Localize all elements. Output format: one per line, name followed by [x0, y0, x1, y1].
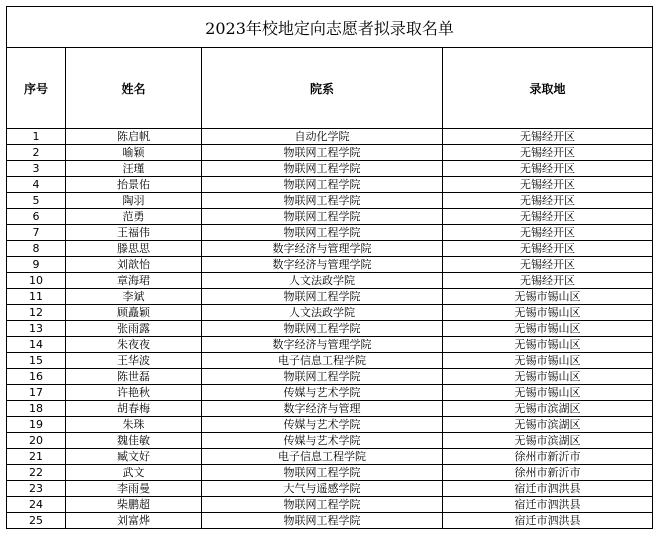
cell-index: 25: [7, 513, 66, 529]
cell-index: 24: [7, 497, 66, 513]
header-location: 录取地: [443, 48, 653, 129]
table-row: [7, 177, 653, 193]
cell-college: 数字经济与管理学院: [202, 257, 443, 273]
cell-index: 14: [7, 337, 66, 353]
cell-name: 刘富烨: [66, 513, 202, 529]
cell-location: 无锡市锡山区: [443, 353, 653, 369]
table-row: [7, 353, 653, 369]
cell-name: 柴鹏超: [66, 497, 202, 513]
cell-name: 陈启帆: [66, 129, 202, 145]
table-row: [7, 289, 653, 305]
table-row: [7, 417, 653, 433]
table-row: [7, 513, 653, 529]
table-row: [7, 305, 653, 321]
cell-location: 无锡经开区: [443, 161, 653, 177]
cell-name: 章海珺: [66, 273, 202, 289]
cell-college: 自动化学院: [202, 129, 443, 145]
cell-name: 滕思思: [66, 241, 202, 257]
table-row: [7, 145, 653, 161]
cell-college: 物联网工程学院: [202, 497, 443, 513]
cell-location: 无锡市锡山区: [443, 369, 653, 385]
cell-college: 传媒与艺术学院: [202, 433, 443, 449]
cell-location: 无锡经开区: [443, 273, 653, 289]
cell-college: 电子信息工程学院: [202, 353, 443, 369]
cell-name: 许艳秋: [66, 385, 202, 401]
cell-index: 19: [7, 417, 66, 433]
cell-index: 16: [7, 369, 66, 385]
table-row: [7, 401, 653, 417]
cell-location: 无锡市锡山区: [443, 321, 653, 337]
table-row: [7, 161, 653, 177]
table-row: [7, 273, 653, 289]
cell-college: 物联网工程学院: [202, 209, 443, 225]
cell-college: 数字经济与管理学院: [202, 337, 443, 353]
cell-name: 王福伟: [66, 225, 202, 241]
cell-location: 无锡市滨湖区: [443, 433, 653, 449]
table-row: [7, 497, 653, 513]
cell-name: 武文: [66, 465, 202, 481]
cell-name: 朱珠: [66, 417, 202, 433]
header-college: 院系: [202, 48, 443, 129]
table-row: [7, 241, 653, 257]
cell-index: 7: [7, 225, 66, 241]
cell-index: 10: [7, 273, 66, 289]
cell-name: 陈世磊: [66, 369, 202, 385]
cell-college: 传媒与艺术学院: [202, 385, 443, 401]
cell-location: 徐州市新沂市: [443, 449, 653, 465]
cell-college: 数字经济与管理: [202, 401, 443, 417]
table-row: [7, 337, 653, 353]
cell-college: 物联网工程学院: [202, 161, 443, 177]
cell-location: 宿迁市泗洪县: [443, 497, 653, 513]
cell-location: 无锡市滨湖区: [443, 401, 653, 417]
cell-index: 4: [7, 177, 66, 193]
cell-index: 23: [7, 481, 66, 497]
cell-college: 物联网工程学院: [202, 177, 443, 193]
cell-index: 2: [7, 145, 66, 161]
cell-location: 无锡经开区: [443, 193, 653, 209]
table-row: [7, 481, 653, 497]
cell-college: 物联网工程学院: [202, 465, 443, 481]
cell-name: 魏佳敏: [66, 433, 202, 449]
cell-college: 物联网工程学院: [202, 369, 443, 385]
cell-index: 11: [7, 289, 66, 305]
table-row: [7, 225, 653, 241]
cell-index: 8: [7, 241, 66, 257]
title-row: [7, 7, 653, 48]
cell-location: 无锡市锡山区: [443, 337, 653, 353]
cell-location: 宿迁市泗洪县: [443, 513, 653, 529]
cell-index: 15: [7, 353, 66, 369]
cell-location: 无锡经开区: [443, 241, 653, 257]
table-row: [7, 465, 653, 481]
cell-name: 抬景佑: [66, 177, 202, 193]
table-row: [7, 321, 653, 337]
cell-college: 传媒与艺术学院: [202, 417, 443, 433]
cell-name: 刘歆怡: [66, 257, 202, 273]
cell-college: 物联网工程学院: [202, 321, 443, 337]
cell-index: 3: [7, 161, 66, 177]
cell-college: 大气与遥感学院: [202, 481, 443, 497]
cell-index: 20: [7, 433, 66, 449]
cell-index: 5: [7, 193, 66, 209]
cell-location: 徐州市新沂市: [443, 465, 653, 481]
cell-index: 18: [7, 401, 66, 417]
table-row: [7, 129, 653, 145]
cell-name: 王华波: [66, 353, 202, 369]
cell-location: 宿迁市泗洪县: [443, 481, 653, 497]
cell-college: 物联网工程学院: [202, 289, 443, 305]
cell-location: 无锡经开区: [443, 209, 653, 225]
cell-location: 无锡经开区: [443, 145, 653, 161]
cell-name: 喻颖: [66, 145, 202, 161]
cell-index: 1: [7, 129, 66, 145]
cell-name: 臧文好: [66, 449, 202, 465]
cell-name: 顾矗颖: [66, 305, 202, 321]
cell-location: 无锡经开区: [443, 257, 653, 273]
table-row: [7, 449, 653, 465]
cell-location: 无锡市锡山区: [443, 385, 653, 401]
table-row: [7, 193, 653, 209]
table-row: [7, 257, 653, 273]
header-index: 序号: [7, 48, 66, 129]
cell-location: 无锡经开区: [443, 225, 653, 241]
cell-name: 张雨露: [66, 321, 202, 337]
cell-name: 陶羽: [66, 193, 202, 209]
cell-index: 22: [7, 465, 66, 481]
cell-college: 物联网工程学院: [202, 145, 443, 161]
cell-college: 数字经济与管理学院: [202, 241, 443, 257]
table-row: [7, 209, 653, 225]
cell-index: 12: [7, 305, 66, 321]
cell-college: 物联网工程学院: [202, 193, 443, 209]
cell-college: 物联网工程学院: [202, 513, 443, 529]
cell-college: 人文法政学院: [202, 305, 443, 321]
table-row: [7, 369, 653, 385]
cell-college: 电子信息工程学院: [202, 449, 443, 465]
cell-location: 无锡市锡山区: [443, 305, 653, 321]
header-name: 姓名: [66, 48, 202, 129]
cell-college: 人文法政学院: [202, 273, 443, 289]
cell-location: 无锡经开区: [443, 129, 653, 145]
header-row: [7, 48, 653, 129]
cell-index: 9: [7, 257, 66, 273]
table-row: [7, 433, 653, 449]
cell-name: 范勇: [66, 209, 202, 225]
cell-name: 胡春梅: [66, 401, 202, 417]
admission-list-table: [6, 6, 653, 529]
cell-name: 李斌: [66, 289, 202, 305]
table-row: [7, 385, 653, 401]
cell-location: 无锡经开区: [443, 177, 653, 193]
cell-index: 21: [7, 449, 66, 465]
cell-name: 李雨曼: [66, 481, 202, 497]
cell-name: 汪瑾: [66, 161, 202, 177]
cell-name: 朱夜夜: [66, 337, 202, 353]
cell-location: 无锡市锡山区: [443, 289, 653, 305]
table-title: 2023年校地定向志愿者拟录取名单: [7, 7, 653, 48]
cell-index: 17: [7, 385, 66, 401]
cell-location: 无锡市滨湖区: [443, 417, 653, 433]
cell-index: 6: [7, 209, 66, 225]
cell-college: 物联网工程学院: [202, 225, 443, 241]
cell-index: 13: [7, 321, 66, 337]
